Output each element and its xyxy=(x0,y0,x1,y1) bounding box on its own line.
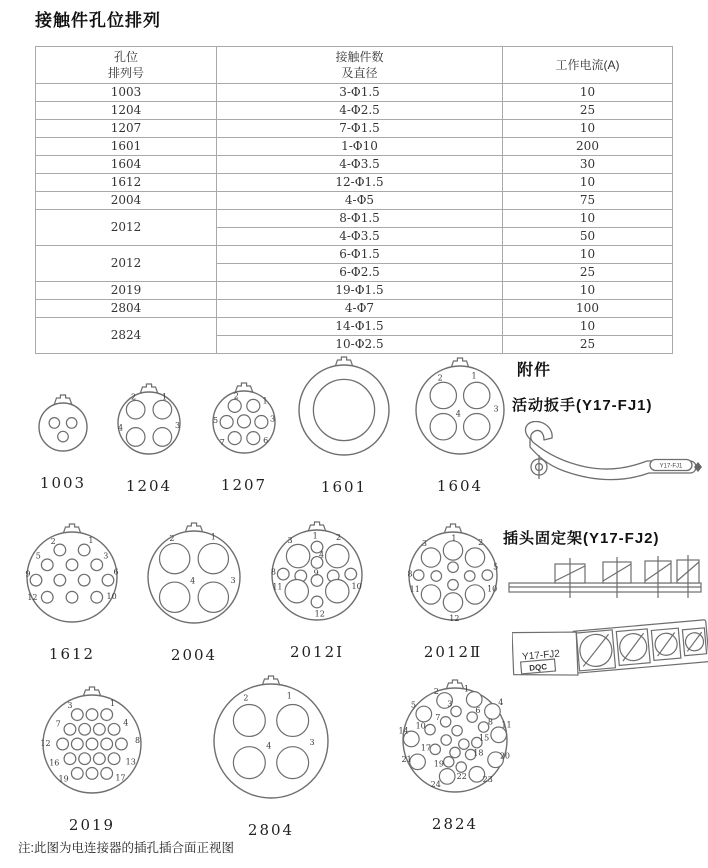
contact-number: 8 xyxy=(135,736,141,746)
column-header-1: 接触件数 及直径 xyxy=(217,47,503,84)
contact-number: 5 xyxy=(410,700,416,710)
contact-hole xyxy=(456,762,466,772)
cell-contacts: 4-Φ2.5 xyxy=(217,102,503,120)
cell-contacts: 12-Φ1.5 xyxy=(217,174,503,192)
contact-number: 4 xyxy=(455,409,461,419)
contact-hole xyxy=(465,585,484,604)
contact-hole xyxy=(233,747,265,779)
contact-number: 2 xyxy=(478,538,484,548)
contact-number: 4 xyxy=(123,718,129,728)
contact-hole xyxy=(153,428,172,447)
cell-position: 1204 xyxy=(36,102,217,120)
table-row xyxy=(36,138,673,156)
cell-current: 25 xyxy=(503,102,673,120)
table-row xyxy=(36,192,673,210)
contact-number: 4 xyxy=(190,576,196,586)
contact-hole xyxy=(465,548,484,567)
contact-number: 8 xyxy=(487,717,493,727)
bracket-badge-text: DQC xyxy=(528,662,548,673)
connector-name-label: 2824 xyxy=(431,815,479,833)
cell-position: 2004 xyxy=(36,192,217,210)
contact-hole xyxy=(108,753,120,765)
contact-hole xyxy=(444,757,454,767)
cell-current: 10 xyxy=(503,210,673,228)
contact-hole xyxy=(452,725,462,735)
table-row xyxy=(36,84,673,102)
contact-hole xyxy=(430,382,456,408)
bracket-side-view xyxy=(505,552,705,609)
contact-number: 6 xyxy=(475,705,481,715)
shell-circle xyxy=(299,365,389,455)
connector-face-drawing xyxy=(27,679,157,809)
contact-hole xyxy=(220,415,233,428)
contact-number: 3 xyxy=(103,551,109,561)
cell-position: 2019 xyxy=(36,282,217,300)
contact-number: 4 xyxy=(498,698,504,708)
contact-hole xyxy=(66,559,78,571)
page-title: 接触件孔位排列 xyxy=(35,11,161,30)
contact-hole xyxy=(286,544,309,567)
contact-number: 10 xyxy=(351,581,362,591)
contact-hole xyxy=(126,428,145,447)
cell-contacts: 8-Φ1.5 xyxy=(217,210,503,228)
contact-hole xyxy=(285,580,308,603)
connector-name-label: 2019 xyxy=(68,816,116,834)
contact-number: 8 xyxy=(270,567,276,577)
contact-hole xyxy=(78,544,90,556)
bracket-top-view xyxy=(512,612,708,695)
contact-hole xyxy=(255,415,268,428)
connector-face-drawing xyxy=(256,514,378,636)
connector-face-drawing xyxy=(11,516,133,638)
contact-hole xyxy=(228,399,241,412)
cell-current: 200 xyxy=(503,138,673,156)
contact-number: 1 xyxy=(286,691,292,701)
contact-number: 3 xyxy=(230,575,236,585)
contact-hole xyxy=(160,543,190,573)
connector-2004 xyxy=(132,515,256,664)
cell-position: 1604 xyxy=(36,156,217,174)
connector-2824 xyxy=(387,672,523,833)
contact-hole xyxy=(439,769,455,785)
contact-hole xyxy=(464,382,490,408)
contact-hole xyxy=(41,591,53,603)
connector-face-drawing xyxy=(393,516,513,636)
contact-number: 2 xyxy=(243,693,249,703)
table-row xyxy=(36,282,673,300)
table-header-row xyxy=(36,47,673,84)
contact-number: 12 xyxy=(27,592,38,602)
cell-contacts: 10-Φ2.5 xyxy=(217,336,503,354)
contact-hole xyxy=(198,543,228,573)
contact-number: 21 xyxy=(401,755,412,765)
contact-hole xyxy=(64,723,76,735)
connector-face-drawing xyxy=(132,515,256,639)
contact-hole xyxy=(464,571,475,582)
contact-hole xyxy=(430,744,440,754)
contact-hole xyxy=(198,582,228,612)
contact-number: 1 xyxy=(451,534,457,544)
contact-hole xyxy=(93,753,105,765)
connector-name-label: 1604 xyxy=(436,477,484,495)
contact-number: 1 xyxy=(210,532,216,542)
contact-number: 4 xyxy=(318,550,325,560)
accessories-heading: 附件 xyxy=(517,362,552,379)
connector-1003 xyxy=(23,387,103,492)
cell-contacts: 4-Φ5 xyxy=(217,192,503,210)
cell-current: 30 xyxy=(503,156,673,174)
column-header-2: 工作电流(A) xyxy=(503,47,673,84)
contact-hole xyxy=(54,574,66,586)
contact-number: 2 xyxy=(233,391,239,401)
cell-contacts: 3-Φ1.5 xyxy=(217,84,503,102)
connector-face-drawing xyxy=(23,387,103,467)
contact-number: 7 xyxy=(219,437,225,447)
contact-hole xyxy=(450,747,460,757)
contact-number: 17 xyxy=(420,743,431,753)
contact-hole xyxy=(441,735,451,745)
contact-hole xyxy=(410,754,426,770)
table-row xyxy=(36,120,673,138)
contact-hole xyxy=(49,418,60,429)
cell-current: 10 xyxy=(503,282,673,300)
contact-hole xyxy=(91,559,103,571)
contact-number: 13 xyxy=(125,757,136,767)
contact-hole xyxy=(277,705,309,737)
contact-hole xyxy=(326,580,349,603)
cell-current: 25 xyxy=(503,336,673,354)
connector-name-label: 1003 xyxy=(39,474,87,492)
contact-number: 2 xyxy=(336,533,342,543)
contact-hole xyxy=(66,591,78,603)
contact-hole xyxy=(413,570,424,581)
wrench-illustration xyxy=(500,421,706,490)
connector-name-label: 2004 xyxy=(170,646,218,664)
contact-number: 19 xyxy=(433,759,444,769)
contact-hole xyxy=(425,724,435,734)
contact-number: 6 xyxy=(113,567,119,577)
connector-face-drawing xyxy=(102,376,196,470)
cell-current: 10 xyxy=(503,318,673,336)
cell-position: 1601 xyxy=(36,138,217,156)
contact-number: 5 xyxy=(212,416,219,426)
contact-hole xyxy=(247,399,260,412)
contact-number: 10 xyxy=(106,591,117,601)
contact-number: 2 xyxy=(130,392,137,402)
cell-current: 50 xyxy=(503,228,673,246)
connector-name-label: 2012Ⅰ xyxy=(289,643,345,661)
contact-hole xyxy=(421,548,440,567)
wrench-label: 活动扳手(Y17-FJ1) xyxy=(512,397,653,414)
connector-face-drawing xyxy=(197,375,291,469)
cell-contacts: 4-Φ3.5 xyxy=(217,228,503,246)
contact-number: 1 xyxy=(110,698,116,708)
contact-number: 3 xyxy=(447,699,453,709)
connector-2012Ⅱ xyxy=(393,516,513,661)
connector-face-drawing xyxy=(283,349,405,471)
contact-hole xyxy=(57,738,69,750)
contact-hole xyxy=(66,418,77,429)
cell-position: 1003 xyxy=(36,84,217,102)
contact-number: 10 xyxy=(487,584,498,594)
cell-current: 25 xyxy=(503,264,673,282)
contact-hole xyxy=(79,723,91,735)
contact-number: 11 xyxy=(272,582,283,592)
contact-hole xyxy=(78,574,90,586)
shell-circle xyxy=(39,403,87,451)
contact-hole xyxy=(71,709,83,721)
contact-hole xyxy=(311,596,323,608)
contact-number: 24 xyxy=(430,780,441,790)
contact-number: 2 xyxy=(50,537,56,546)
contact-hole xyxy=(58,431,69,442)
bracket-tag-text: Y17-FJ2 xyxy=(521,648,561,663)
cell-contacts: 6-Φ1.5 xyxy=(217,246,503,264)
cell-contacts: 7-Φ1.5 xyxy=(217,120,503,138)
contact-hole xyxy=(71,768,83,780)
contact-number: 19 xyxy=(58,774,69,784)
table-row xyxy=(36,210,673,228)
contact-number: 18 xyxy=(473,748,484,758)
contact-hole xyxy=(93,723,105,735)
contact-hole xyxy=(101,768,113,780)
footer-note: 注:此图为电连接器的插孔插合面正视图 xyxy=(18,841,234,855)
cell-contacts: 4-Φ3.5 xyxy=(217,156,503,174)
table-body xyxy=(36,84,673,354)
contact-hole xyxy=(443,593,462,612)
cell-contacts: 6-Φ2.5 xyxy=(217,264,503,282)
contact-number: 1 xyxy=(262,396,268,406)
contact-number: 12 xyxy=(449,614,460,624)
contact-number: 1 xyxy=(312,531,318,541)
contact-number: 3 xyxy=(269,414,276,424)
contact-spec-table xyxy=(35,46,673,354)
contact-hole xyxy=(108,723,120,735)
column-header-0: 孔位 排列号 xyxy=(36,47,217,84)
contact-number: 9 xyxy=(313,568,319,578)
cell-current: 10 xyxy=(503,246,673,264)
contact-hole xyxy=(101,738,113,750)
contact-hole xyxy=(431,571,442,582)
contact-hole xyxy=(448,562,459,573)
connector-1612 xyxy=(11,516,133,663)
contact-number: 23 xyxy=(482,775,493,784)
contact-number: 1 xyxy=(471,371,477,381)
connector-1204 xyxy=(102,376,196,495)
table-row xyxy=(36,156,673,174)
contact-number: 3 xyxy=(287,535,293,545)
contact-hole xyxy=(482,570,493,581)
connector-1207 xyxy=(197,375,291,494)
contact-hole xyxy=(345,568,357,580)
contact-hole xyxy=(102,574,114,586)
cell-position: 2824 xyxy=(36,318,217,354)
contact-number: 1 xyxy=(463,684,469,694)
cell-current: 75 xyxy=(503,192,673,210)
contact-hole xyxy=(160,582,190,612)
connector-name-label: 1601 xyxy=(320,478,368,496)
contact-hole xyxy=(247,432,260,445)
contact-hole xyxy=(464,414,490,440)
table-row xyxy=(36,318,673,336)
contact-number: 20 xyxy=(499,751,511,761)
connector-name-label: 1207 xyxy=(220,476,268,494)
contact-hole xyxy=(101,709,113,721)
contact-number: 15 xyxy=(479,733,490,743)
connector-name-label: 1204 xyxy=(125,477,173,495)
connector-2804 xyxy=(198,668,344,839)
contact-hole xyxy=(153,400,172,419)
wrench-tag-text: Y17-FJ1 xyxy=(659,463,683,470)
contact-hole xyxy=(440,717,450,727)
shell-circle xyxy=(118,392,180,454)
table-row xyxy=(36,102,673,120)
contact-hole xyxy=(71,738,83,750)
cell-contacts: 1-Φ10 xyxy=(217,138,503,156)
contact-hole xyxy=(86,768,98,780)
contact-number: 14 xyxy=(398,726,409,736)
connector-name-label: 1612 xyxy=(48,645,96,663)
contact-hole xyxy=(451,706,461,716)
cell-position: 2804 xyxy=(36,300,217,318)
contact-number: 8 xyxy=(407,569,413,579)
contact-number: 6 xyxy=(263,435,269,445)
cell-current: 10 xyxy=(503,120,673,138)
contact-number: 1 xyxy=(88,536,94,546)
contact-number: 9 xyxy=(25,569,31,579)
connector-name-label: 2804 xyxy=(247,821,295,839)
cell-contacts: 4-Φ7 xyxy=(217,300,503,318)
contact-number: 22 xyxy=(456,771,467,781)
cell-position: 2012 xyxy=(36,210,217,246)
cell-position: 1207 xyxy=(36,120,217,138)
table-row xyxy=(36,300,673,318)
contact-number: 3 xyxy=(174,420,181,430)
contact-number: 3 xyxy=(67,700,73,710)
cell-current: 10 xyxy=(503,84,673,102)
contact-hole xyxy=(421,585,440,604)
contact-hole xyxy=(443,541,462,560)
contact-hole xyxy=(277,747,309,779)
contact-hole xyxy=(91,591,103,603)
contact-hole xyxy=(54,544,66,556)
contact-hole xyxy=(41,559,53,571)
contact-number: 10 xyxy=(415,721,426,731)
contact-hole xyxy=(116,738,128,750)
connector-1601 xyxy=(283,349,405,496)
connector-2019 xyxy=(27,679,157,834)
contact-hole xyxy=(237,415,250,428)
contact-number: 11 xyxy=(409,585,420,595)
contact-hole xyxy=(86,738,98,750)
connector-face-drawing xyxy=(387,672,523,808)
contact-hole xyxy=(126,400,145,419)
contact-hole xyxy=(430,414,456,440)
contact-number: 3 xyxy=(309,738,315,748)
connector-face-drawing xyxy=(198,668,344,814)
cell-position: 1612 xyxy=(36,174,217,192)
cell-position: 2012 xyxy=(36,246,217,282)
contact-number: 4 xyxy=(266,741,272,751)
cell-current: 100 xyxy=(503,300,673,318)
table-row xyxy=(36,246,673,264)
cell-contacts: 14-Φ1.5 xyxy=(217,318,503,336)
bracket-label: 插头固定架(Y17-FJ2) xyxy=(503,530,660,547)
contact-hole xyxy=(448,580,459,591)
contact-hole xyxy=(64,753,76,765)
connector-2012Ⅰ xyxy=(256,514,378,661)
contact-number: 12 xyxy=(40,739,51,749)
contact-hole xyxy=(30,574,42,586)
contact-hole xyxy=(416,706,432,722)
contact-number: 17 xyxy=(115,773,126,783)
contact-hole xyxy=(228,432,241,445)
contact-number: 5 xyxy=(35,551,41,561)
contact-number: 16 xyxy=(49,758,60,768)
contact-hole xyxy=(277,568,289,580)
contact-number: 3 xyxy=(493,404,499,414)
contact-number: 1 xyxy=(161,392,168,402)
connector-name-label: 2012Ⅱ xyxy=(423,643,483,661)
contact-number: 2 xyxy=(433,687,439,697)
contact-number: 2 xyxy=(169,533,175,543)
contact-number: 3 xyxy=(421,539,427,548)
contact-number: 12 xyxy=(314,609,325,619)
contact-number: 5 xyxy=(493,562,499,572)
contact-hole xyxy=(459,739,469,749)
contact-hole xyxy=(79,753,91,765)
cell-contacts: 19-Φ1.5 xyxy=(217,282,503,300)
contact-hole xyxy=(86,709,98,721)
contact-number: 7 xyxy=(435,713,441,723)
table-row xyxy=(36,174,673,192)
cell-current: 10 xyxy=(503,174,673,192)
contact-number: 7 xyxy=(55,719,61,729)
contact-hole xyxy=(326,544,349,567)
contact-number: 11 xyxy=(501,720,512,730)
contact-hole xyxy=(233,705,265,737)
contact-number: 4 xyxy=(117,423,124,433)
contact-number: 2 xyxy=(437,373,443,383)
